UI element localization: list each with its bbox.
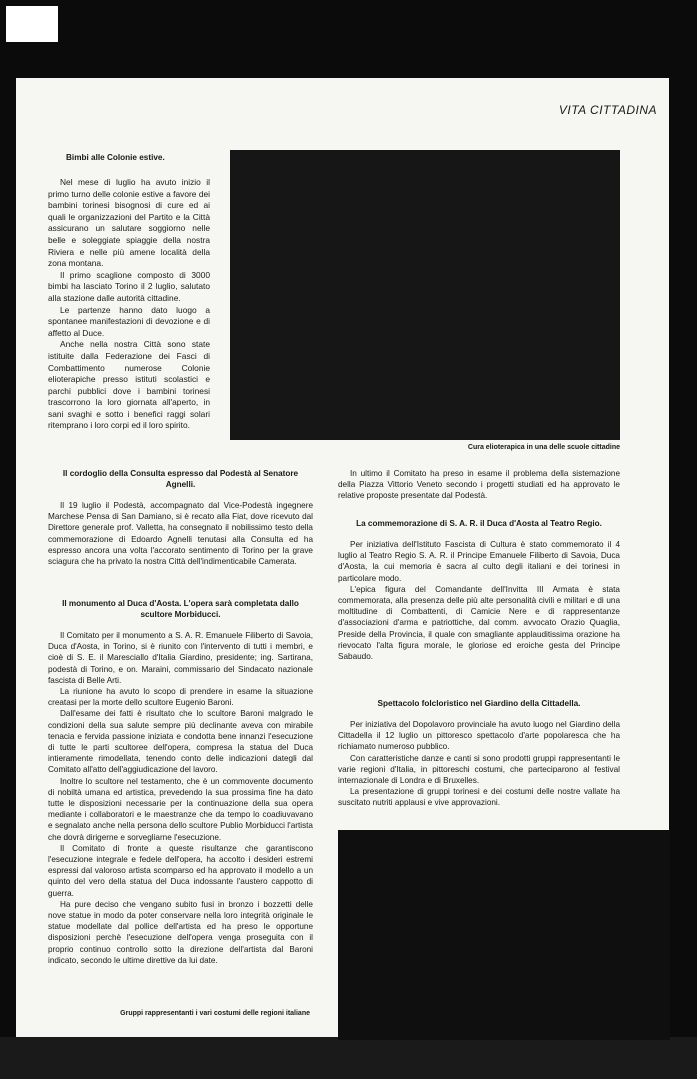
paragraph: L'epica figura del Comandante dell'Invitta III Armata è stata commemorata, alla presenza delle più alte personalità civili e militari e di una moltitudine di Combattenti, di Camicie Nere e di rappresentanze d'associazioni d'arma e patriottiche, dal comm. avvocato Orazio Quaglia, Preside della Provincia, il quale con smagliante applauditissima orazione ha rievocato l'alta figura morale, le gloriose ed eroiche gesta del Principe Sabaudo. (338, 584, 620, 662)
paragraph: Nel mese di luglio ha avuto inizio il primo turno delle colonie estive a favore dei bambini torinesi bisognosi di cure ed ai quali le organizzazioni del Partito e la Città assicurano un salutare soggiorno nelle belle e soleggiate spiaggie della nostra Riviera e nelle più amene località della zona montana. (48, 177, 210, 269)
photo-folk-groups (338, 830, 670, 1040)
section-heading: Bimbi alle Colonie estive. (66, 153, 165, 162)
paragraph: Il 19 luglio il Podestà, accompagnato dal Vice-Podestà ingegnere Marchese Pensa di San Damiano, si è recato alla Fiat, dove ricevuto dal Direttore generale prof. Valletta, ha consegnato il nobilissimo testo della commemorazione di Edoardo Agnelli tenutasi alla Consulta ed ha espresso ancora una volta l'accorato sentimento di Torino per la grave sciagura che ha privato la nostra Città dell'indimenticabile Camerata. (48, 501, 313, 567)
paragraph: Per iniziativa del Dopolavoro provinciale ha avuto luogo nel Giardino della Cittadella il 12 luglio un pittoresco spettacolo d'arte popolaresca che ha richiamato numeroso pubblico. (338, 720, 620, 752)
scan-border-top (0, 0, 697, 80)
paragraph: Con caratteristiche danze e canti si sono prodotti gruppi rappresentanti le varie regioni d'Italia, in pittoreschi costumi, che parteciparono al festival internazionale di Londra e di Bruxelles. (338, 753, 620, 786)
scan-corner-mark (6, 6, 58, 42)
scan-border-bottom (0, 1037, 697, 1079)
section-colonie (48, 152, 210, 432)
section-heading: La commemorazione di S. A. R. il Duca d'Aosta al Teatro Regio. (356, 519, 602, 528)
paragraph: Per iniziativa dell'Istituto Fascista di Cultura è stato commemorato il 4 luglio al Teatro Regio S. A. R. il Principe Emanuele Filiberto di Savoia, Duca d'Aosta, la cui memoria è sacra al culto degli italiani e dei torinesi in particolare modo. (338, 540, 620, 583)
section-spettacolo (338, 698, 620, 809)
paragraph: Inoltre lo scultore nel testamento, che è un commovente documento di nobiltà umana ed artistica, prevedendo la sua prossima fine ha dato tutte le disposizioni necessarie per la continuazione della sua opera mediante i collaboratori e le maestranze che da tempo lo coadiuvavano e segnalato anche nella persona dello scultore Publio Morbiducci l'artista che dovrà dirigerne e sorvegliarne l'esecuzione. (48, 776, 313, 842)
running-head: VITA CITTADINA (558, 103, 657, 117)
section-heading: Il monumento al Duca d'Aosta. L'opera sarà completata dallo scultore Morbiducci. (62, 599, 299, 619)
photo-heliotherapy (230, 150, 620, 440)
section-heading: Il cordoglio della Consulta espresso dal Podestà al Senatore Agnelli. (62, 469, 299, 489)
paragraph: Le partenze hanno dato luogo a spontanee manifestazioni di devozione e di affetto al Duce. (48, 304, 210, 338)
section-heading: Spettacolo folcloristico nel Giardino della Cittadella. (377, 699, 581, 708)
paragraph: Il Comitato di fronte a queste risultanze che garantiscono l'esecuzione integrale e fedele dell'opera, ha accolto i desideri estremi espressi dal valoroso artista scomparso ed ha approvato il modello a un quinto del vero della statua del Duca indossante l'austero cappotto di guerra. (48, 843, 313, 898)
scan-border-right (669, 70, 697, 1079)
paragraph: Il primo scaglione composto di 3000 bimbi ha lasciato Torino il 2 luglio, salutato alla stazione dalle autorità cittadine. (48, 269, 210, 303)
section-monumento (48, 598, 313, 966)
scan-border-left (0, 70, 16, 1079)
paragraph: La riunione ha avuto lo scopo di prendere in esame la situazione creatasi per la morte dello scultore Eugenio Baroni. (48, 687, 313, 708)
paragraph: Anche nella nostra Città sono state istituite dalla Federazione dei Fasci di Combattimento numerose Colonie elioterapiche presso istituti scolastici e parchi pubblici dove i bambini torinesi trascorrono la loro giornata all'aperto, in sani svaghi e sotto i benefici raggi solari ritemprano i loro corpi ed il loro spirito. (48, 339, 210, 431)
section-piazza (338, 468, 620, 502)
photo-caption: Gruppi rappresentanti i vari costumi delle regioni italiane (120, 1010, 310, 1017)
paragraph: La presentazione di gruppi torinesi e dei costumi delle nostre vallate ha suscitato nutriti applausi e vive approvazioni. (338, 787, 620, 808)
photo-caption: Cura elioterapica in una delle scuole cittadine (467, 444, 620, 451)
paragraph: In ultimo il Comitato ha preso in esame il problema della sistemazione della Piazza Vittorio Veneto secondo i progetti studiati ed ha approvato le relative proposte presentate dal Podestà. (338, 469, 620, 501)
section-commemorazione (338, 518, 620, 662)
section-cordoglio (48, 468, 313, 567)
paragraph: Ha pure deciso che vengano subito fusi in bronzo i bozzetti delle nove statue in modo da poter conservare nella loro integrità originale le statue modellate dal pollice dell'artista ed ha preso le opportune disposizioni perchè l'esecuzione dell'opera venga proseguita con il proprio continuo controllo sotto la direzione dell'artista dal Baroni indicato, secondo le ultime direttive da lui date. (48, 899, 313, 965)
paragraph: Il Comitato per il monumento a S. A. R. Emanuele Filiberto di Savoia, Duca d'Aosta, in Torino, si è riunito con l'intervento di tutti i membri, e cioè di S. E. il Maresciallo d'Italia Giardino, presidente; ing. Sartirana, podestà di Torino, e on. Maraini, commissario del Sindacato nazionale fascista di Belle Arti. (48, 631, 313, 685)
paragraph: Dall'esame dei fatti è risultato che lo scultore Baroni malgrado le condizioni della sua salute sempre più declinante aveva con mirabile tenacia e fervida passione iniziata e condotta bene innanzi l'esecuzione di tutte le parti scultoree dell'opera, compresa la statua del Duca intieramente rimodellata, tenendo conto delle indicazioni dategli dal Comitato all'atto dell'aggiudicazione del lavoro. (48, 709, 313, 775)
